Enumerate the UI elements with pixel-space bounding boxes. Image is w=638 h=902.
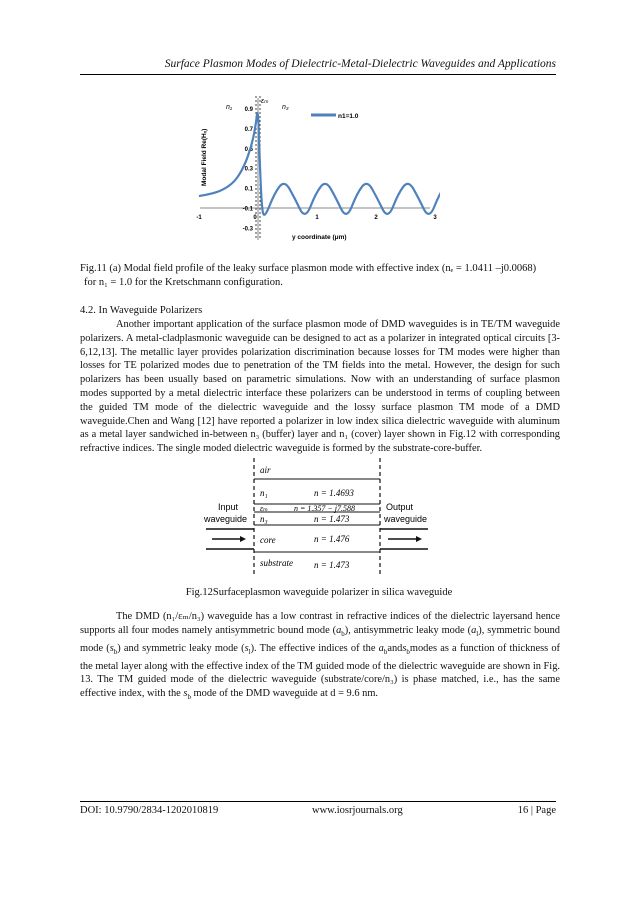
figure-12-caption: Fig.12Surfaceplasmon waveguide polarizer in silica waveguide <box>185 587 453 598</box>
layer-value-n1: n = 1.4693 <box>314 488 354 498</box>
layer-name-em: εₘ <box>260 504 269 513</box>
layer-value-em: n = 1.357 − j7.588 <box>294 504 356 513</box>
figure-12-diagram <box>196 456 442 578</box>
output-label-line1: Output <box>386 502 414 512</box>
layer-name-n1: n₁ <box>260 488 268 498</box>
layer-name-core: core <box>260 535 276 545</box>
paragraph-polarizers <box>80 318 560 456</box>
footer-website: www.iosrjournals.org <box>312 805 403 816</box>
y-tick-label: 0.3 <box>244 166 253 173</box>
x-axis-title: y coordinate (μm) <box>292 234 347 241</box>
layer-name-air: air <box>260 465 271 475</box>
output-label-line2: waveguide <box>384 514 428 524</box>
header-rule <box>80 74 556 75</box>
y-tick-label: -0.3 <box>242 226 253 233</box>
y-axis-title: Modal Field Re(Hₓ) <box>201 128 208 186</box>
series-line-n1 <box>199 113 440 215</box>
figure-11-caption-line1: Fig.11 (a) Modal field profile of the leaky surface plasmon mode with effective index (nₑ = 1.0411 –j0.0068) <box>80 263 537 274</box>
figure-11-chart <box>190 94 440 254</box>
x-tick-label: 1 <box>315 215 319 221</box>
footer-page-number: 16 | Page <box>517 805 556 816</box>
paragraph-polarizers-text: Another important application of the surface plasmon mode of DMD waveguides is in TE/TM waveguide polarizers. A metal-cladplasmonic waveguide can be designed to act as a polarizer in integrated optical circuits [3-6,12,13]. The metallic layer provides polarization discrimination because losses for TM modes were higher than losses for TE polarized modes due to penetration of the TM fields into the metal. However, the design for such polarizers has been usually based on parametric simulations. Now with an understanding of surface plasmon modes supported by a metal dielectric interface these polarizers can be understood in terms of coupling between the guided TM mode of the dielectric waveguide and the lossy surface plasmon TM mode of a DMD waveguide.Chen and Wang [12] have reported a polarizer in low index silica dielectric waveguide with aluminum as a metal layer sandwiched in-between n₃ (buffer) layer and n₁ (cover) layer shown in Fig.12 with corresponding refractive indices. The single moded dielectric waveguide is formed by the substrate-core-buffer. <box>80 319 560 455</box>
x-tick-label: 0 <box>253 215 257 221</box>
figure-11-caption <box>80 262 556 290</box>
output-arrow-head <box>416 536 422 542</box>
input-arrow-head <box>240 536 246 542</box>
y-tick-label: 0.7 <box>244 126 253 133</box>
input-label-line2: waveguide <box>204 514 248 524</box>
region-label-n1: n₁ <box>226 104 233 111</box>
x-tick-label: 3 <box>433 215 437 221</box>
legend-label: n1=1.0 <box>338 113 359 120</box>
layer-name-substrate: substrate <box>260 558 294 568</box>
section-heading: 4.2. In Waveguide Polarizers <box>80 305 203 316</box>
region-label-em: εₘ <box>261 98 269 105</box>
footer-doi: DOI: 10.9790/2834-1202010819 <box>80 805 219 816</box>
layer-name-n3: n₃ <box>260 514 268 524</box>
x-tick-label: 2 <box>374 215 378 221</box>
layer-value-core: n = 1.476 <box>314 534 350 544</box>
input-label-line1: Input <box>218 502 239 512</box>
y-tick-label: -0.1 <box>242 206 253 213</box>
y-tick-label: 0.5 <box>244 146 253 153</box>
paragraph-dmd-modes <box>80 610 560 705</box>
y-tick-label: 0.9 <box>244 107 253 113</box>
y-tick-label: 0.1 <box>244 186 253 193</box>
layer-value-substrate: n = 1.473 <box>314 560 350 570</box>
region-label-n3: n₃ <box>282 104 289 111</box>
figure-11-caption-line2: for n₁ = 1.0 for the Kretschmann configuration. <box>84 277 283 288</box>
running-header-title: Surface Plasmon Modes of Dielectric-Metal-Dielectric Waveguides and Applications <box>164 58 556 70</box>
paragraph-dmd-modes-text: The DMD (n₁/εₘ/n₃) waveguide has a low contrast in refractive indices of the dielectric layersand hence supports all four modes namely antisymmetric bound mode $(a_b)$, antisymmetric leaky mode $(a_l)$, symmetric bound mode $(s_b)$ and symmetric leaky mode $(s_l)$. The effective indices of the $a_bands_bmodes$ as a function of thickness of the metal layer along with the effective index of the TM guided mode of the dielectric waveguide are shown in Fig. 13. The TM guided mode of the dielectric waveguide (substrate/core/n₃) is phase matched, i.e., has the same effective index, with the $s_b$ mode of the DMD waveguide at d = 9.6 nm. <box>80 611 561 702</box>
x-tick-label: -1 <box>196 215 202 221</box>
footer-rule <box>80 801 556 802</box>
layer-value-n3: n = 1.473 <box>314 514 350 524</box>
